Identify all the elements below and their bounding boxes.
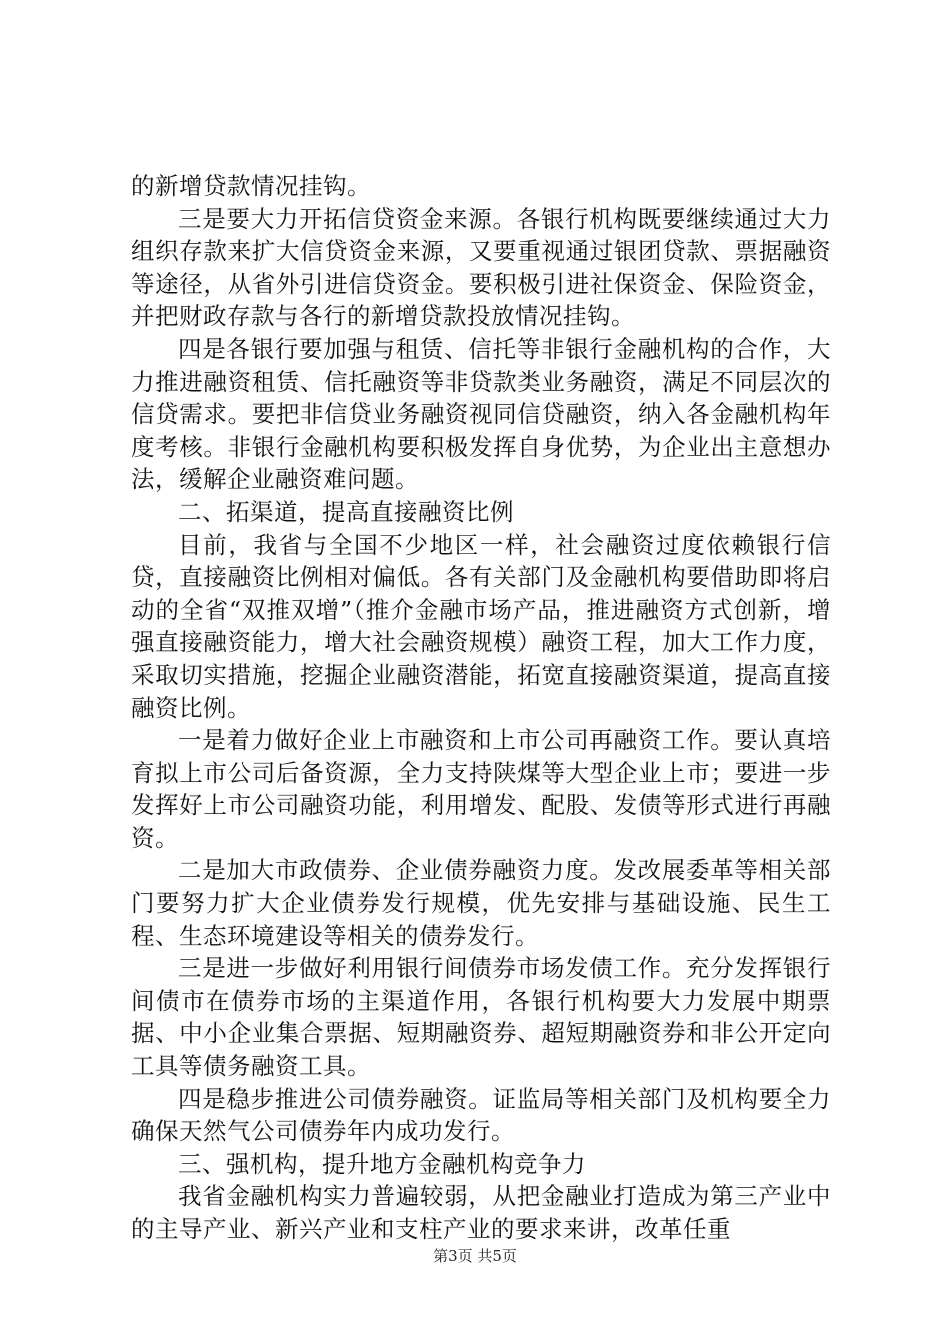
- paragraph: 三是进一步做好利用银行间债券市场发债工作。充分发挥银行间债市在债券市场的主渠道作用，各银行机构要大力发展中期票据、中小企业集合票据、短期融资券、超短期融资券和非公开定向工具等债务融资工具。: [131, 954, 831, 1081]
- section-heading: 三、强机构，提升地方金融机构竞争力: [178, 1149, 586, 1178]
- paragraph: 的新增贷款情况挂钩。: [131, 172, 371, 200]
- section-heading: 二、拓渠道，提高直接融资比例: [178, 497, 514, 526]
- paragraph: 一是着力做好企业上市融资和上市公司再融资工作。要认真培育拟上市公司后备资源，全力支持陕煤等大型企业上市；要进一步发挥好上市公司融资功能，利用增发、配股、发债等形式进行再融资。: [131, 726, 831, 852]
- paragraph: 四是各银行要加强与租赁、信托等非银行金融机构的合作，大力推进融资租赁、信托融资等非贷款类业务融资，满足不同层次的信贷需求。要把非信贷业务融资视同信贷融资，纳入各金融机构年度考核。非银行金融机构要积极发挥自身优势，为企业出主意想办法，缓解企业融资难问题。: [131, 334, 831, 494]
- document-body: [131, 170, 831, 1246]
- paragraph: 四是稳步推进公司债券融资。证监局等相关部门及机构要全力确保天然气公司债券年内成功发行。: [131, 1084, 831, 1146]
- page-number-footer: 第3页 共5页: [433, 1247, 517, 1265]
- paragraph: 二是加大市政债券、企业债券融资力度。发改展委革等相关部门要努力扩大企业债券发行规模，优先安排与基础设施、民生工程、生态环境建设等相关的债券发行。: [131, 856, 831, 950]
- paragraph: 我省金融机构实力普遍较弱，从把金融业打造成为第三产业中的主导产业、新兴产业和支柱产业的要求来讲，改革任重: [131, 1182, 831, 1243]
- paragraph: 三是要大力开拓信贷资金来源。各银行机构既要继续通过大力组织存款来扩大信贷资金来源，又要重视通过银团贷款、票据融资等途径，从省外引进信贷资金。要积极引进社保资金、保险资金，并把财政存款与各行的新增贷款投放情况挂钩。: [131, 204, 831, 331]
- paragraph: 目前，我省与全国不少地区一样，社会融资过度依赖银行信贷，直接融资比例相对偏低。各有关部门及金融机构要借助即将启动的全省“双推双增”（推介金融市场产品，推进融资方式创新，增强直接融资能力，增大社会融资规模）融资工程，加大工作力度，采取切实措施，挖掘企业融资潜能，拓宽直接融资渠道，提高直接融资比例。: [131, 530, 831, 722]
